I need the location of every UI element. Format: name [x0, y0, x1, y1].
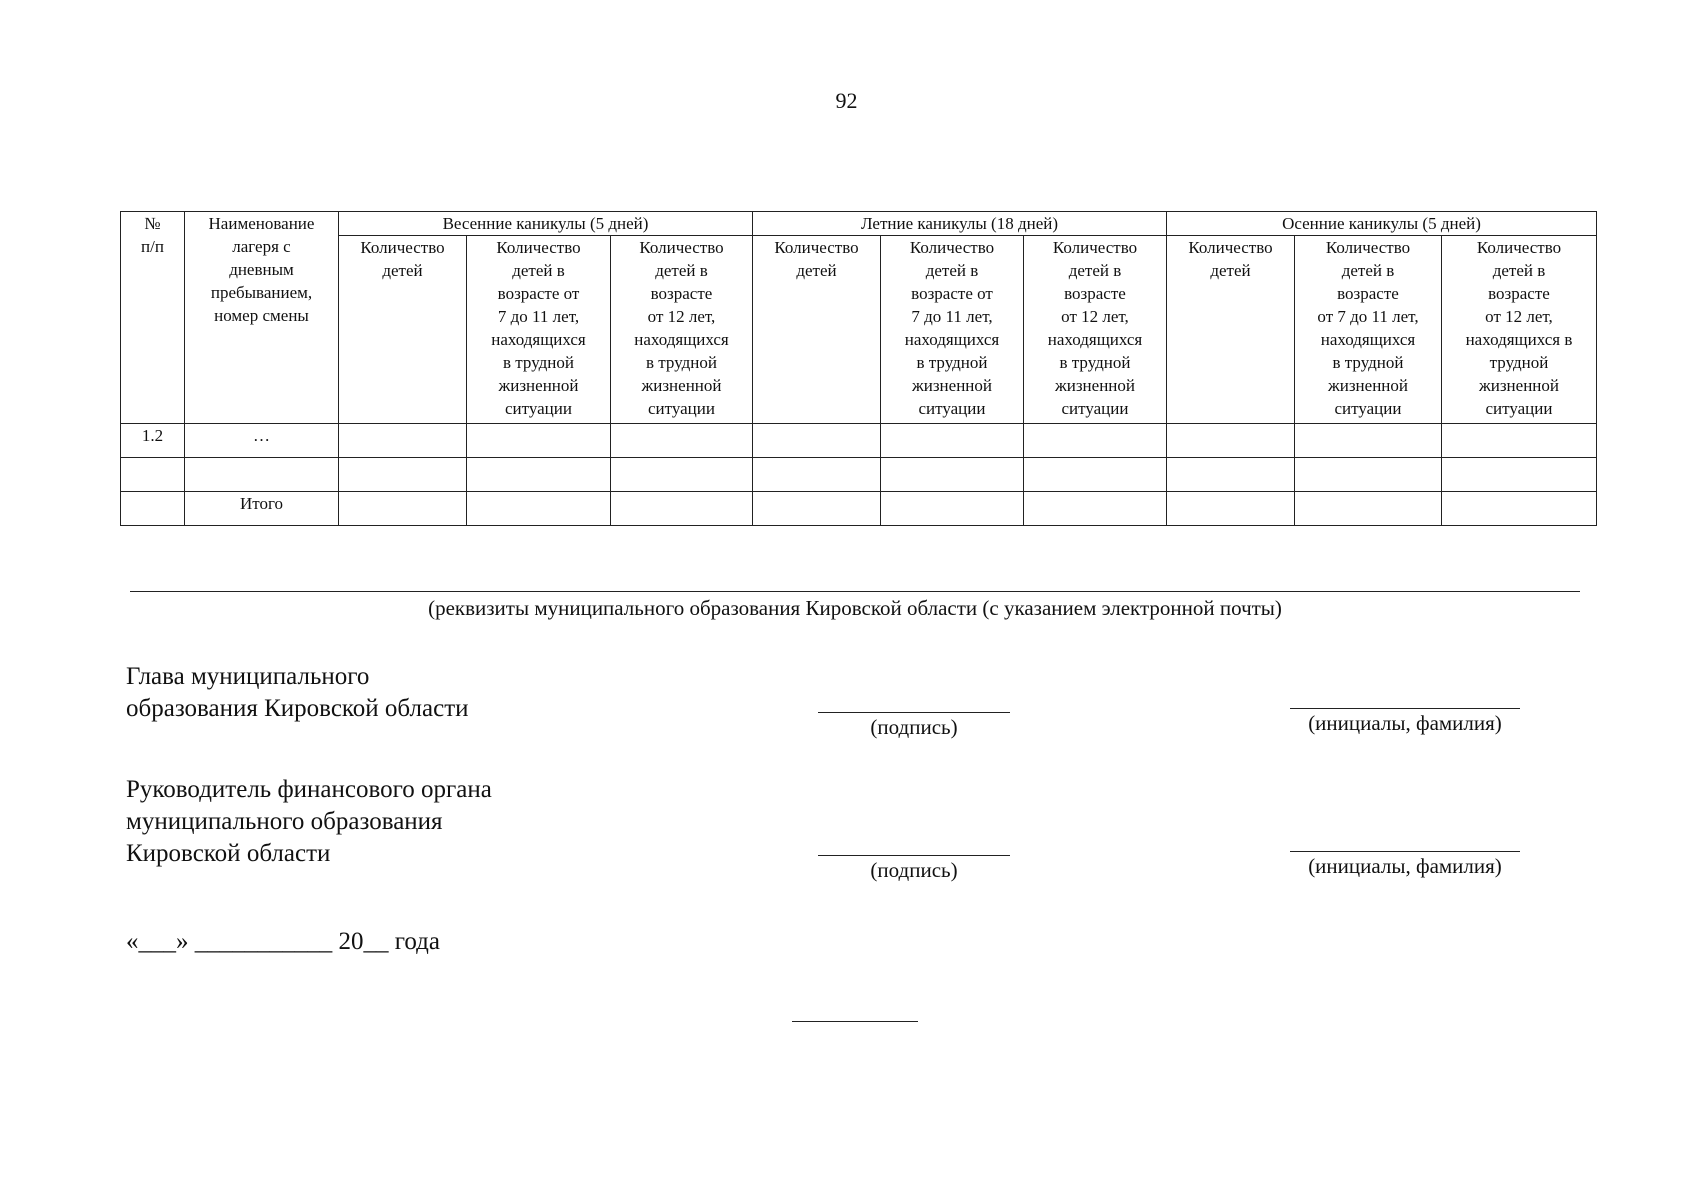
header-summer-holidays: Летние каникулы (18 дней)	[753, 212, 1167, 236]
name-line	[1290, 851, 1520, 852]
table-cell	[881, 458, 1024, 492]
end-rule	[792, 1021, 918, 1022]
table-cell	[1442, 492, 1597, 526]
signature-line	[818, 855, 1010, 856]
head-title: Глава муниципального образования Кировской области	[126, 663, 469, 722]
camp-name-cell: …	[185, 424, 339, 458]
page-number: 92	[835, 88, 858, 113]
table-cell	[1167, 424, 1295, 458]
table-cell	[611, 492, 753, 526]
row-number-cell: 1.2	[121, 424, 185, 458]
table-cell	[339, 424, 467, 458]
camp-name-cell	[185, 458, 339, 492]
signature-line	[818, 712, 1010, 713]
row-number-cell	[121, 492, 185, 526]
header-spring-holidays: Весенние каникулы (5 дней)	[339, 212, 753, 236]
table-cell	[1442, 424, 1597, 458]
table-cell	[753, 458, 881, 492]
signature-caption: (подпись)	[870, 715, 958, 739]
header-summer-age-12: Количество детей в возрасте от 12 лет, находящихся в трудной жизненной ситуации	[1024, 236, 1167, 424]
header-camp-name: Наименование лагеря с дневным пребыванием, номер смены	[185, 212, 339, 424]
table-cell	[1024, 424, 1167, 458]
table-cell	[339, 492, 467, 526]
name-line	[1290, 708, 1520, 709]
requisites-caption: (реквизиты муниципального образования Кировской области (с указанием электронной почты)	[428, 596, 1282, 620]
table-row	[121, 424, 1597, 458]
table-cell	[467, 424, 611, 458]
header-autumn-holidays: Осенние каникулы (5 дней)	[1167, 212, 1597, 236]
signature-caption: (подпись)	[870, 858, 958, 882]
table-row	[121, 458, 1597, 492]
table-cell	[467, 458, 611, 492]
date-line: «___» ___________ 20__ года	[126, 928, 440, 955]
table-cell	[753, 424, 881, 458]
header-autumn-age-7-11: Количество детей в возрасте от 7 до 11 лет, находящихся в трудной жизненной ситуации	[1295, 236, 1442, 424]
header-row-number: № п/п	[121, 212, 185, 424]
header-autumn-children-count: Количество детей	[1167, 236, 1295, 424]
name-caption: (инициалы, фамилия)	[1308, 854, 1502, 878]
table-cell	[1024, 458, 1167, 492]
total-label-cell: Итого	[185, 492, 339, 526]
table-cell	[1295, 492, 1442, 526]
finance-head-title: Руководитель финансового органа муниципального образования Кировской области	[126, 776, 492, 867]
report-table	[120, 211, 1597, 526]
table-cell	[1167, 492, 1295, 526]
table-cell	[753, 492, 881, 526]
table-cell	[1024, 492, 1167, 526]
table-cell	[1295, 458, 1442, 492]
table-cell	[467, 492, 611, 526]
table-cell	[1167, 458, 1295, 492]
table-cell	[611, 424, 753, 458]
header-autumn-age-12: Количество детей в возрасте от 12 лет, находящихся в трудной жизненной ситуации	[1442, 236, 1597, 424]
table-cell	[1442, 458, 1597, 492]
name-caption: (инициалы, фамилия)	[1308, 711, 1502, 735]
table-cell	[1295, 424, 1442, 458]
header-spring-age-7-11: Количество детей в возрасте от 7 до 11 лет, находящихся в трудной жизненной ситуации	[467, 236, 611, 424]
header-summer-children-count: Количество детей	[753, 236, 881, 424]
table-row-total	[121, 492, 1597, 526]
header-spring-age-12: Количество детей в возрасте от 12 лет, находящихся в трудной жизненной ситуации	[611, 236, 753, 424]
header-spring-children-count: Количество детей	[339, 236, 467, 424]
table-cell	[611, 458, 753, 492]
table-cell	[881, 424, 1024, 458]
table-cell	[881, 492, 1024, 526]
table-cell	[339, 458, 467, 492]
header-summer-age-7-11: Количество детей в возрасте от 7 до 11 лет, находящихся в трудной жизненной ситуации	[881, 236, 1024, 424]
row-number-cell	[121, 458, 185, 492]
requisites-line	[130, 591, 1580, 592]
